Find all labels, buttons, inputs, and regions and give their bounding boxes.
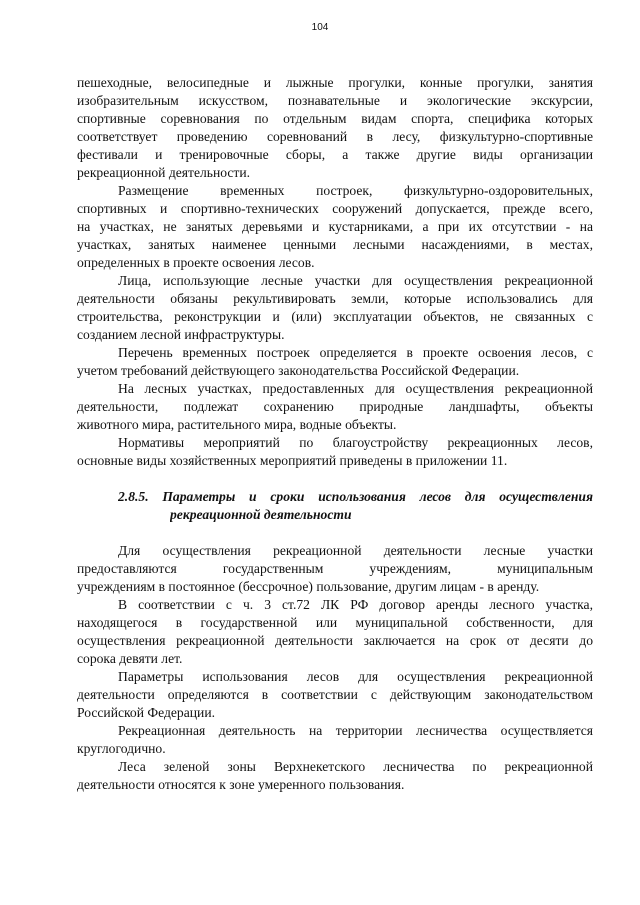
text-line: Леса зеленой зоны Верхнекетского лесничества по рекреационной	[118, 759, 593, 774]
text-line: участках, занятых наименее ценными лесными насаждениями, в местах,	[77, 237, 593, 252]
text-line: Для осуществления рекреационной деятельности лесные участки	[118, 543, 593, 558]
text-line: находящегося в государственной или муниципальной собственности, для	[77, 615, 593, 630]
text-line: соответствует проведению соревнований в лесу, физкультурно-спортивные	[77, 129, 593, 144]
text-line: предоставляются государственным учреждениям, муниципальным	[77, 561, 593, 576]
text-line: пешеходные, велосипедные и лыжные прогулки, конные прогулки, занятия	[77, 75, 593, 90]
text-line: на участках, не занятых деревьями и кустарниками, а при их отсутствии - на	[77, 219, 593, 234]
text-line: фестивали и тренировочные сборы, а также другие виды организации	[77, 147, 593, 162]
section-heading: рекреационной деятельности	[170, 507, 352, 522]
text-line: деятельности относятся к зоне умеренного пользования.	[77, 777, 405, 792]
text-line: рекреационной деятельности.	[77, 165, 251, 180]
text-line: учетом требований действующего законодательства Российской Федерации.	[77, 363, 520, 378]
text-line: изобразительным искусством, познавательные и экологические экскурсии,	[77, 93, 593, 108]
text-line: деятельности, подлежат сохранению природные ландшафты, объекты	[77, 399, 593, 414]
text-line: деятельности определяются в соответствии с действующим законодательством	[77, 687, 593, 702]
text-line: животного мира, растительного мира, водные объекты.	[77, 417, 397, 432]
text-line: осуществления рекреационной деятельности заключается на срок от десяти до	[77, 633, 593, 648]
section-heading: 2.8.5. Параметры и сроки использования лесов для осуществления	[118, 489, 593, 504]
text-line: Рекреационная деятельность на территории лесничества осуществляется	[118, 723, 593, 738]
text-line: Перечень временных построек определяется в проекте освоения лесов, с	[118, 345, 593, 360]
text-line: Российской Федерации.	[77, 705, 215, 720]
text-line: В соответствии с ч. 3 ст.72 ЛК РФ договор аренды лесного участка,	[118, 597, 593, 612]
text-line: Лица, использующие лесные участки для осуществления рекреационной	[118, 273, 593, 288]
text-line: спортивных и спортивно-технических сооружений допускается, прежде всего,	[77, 201, 593, 216]
text-line: спортивные соревнования по отдельным видам спорта, специфика которых	[77, 111, 593, 126]
text-line: созданием лесной инфраструктуры.	[77, 327, 285, 342]
page-number: 104	[311, 22, 329, 33]
text-line: сорока девяти лет.	[77, 651, 183, 666]
text-line: На лесных участках, предоставленных для осуществления рекреационной	[118, 381, 593, 396]
text-line: строительства, реконструкции и (или) эксплуатации объектов, не связанных с	[77, 309, 593, 324]
text-line: основные виды хозяйственных мероприятий приведены в приложении 11.	[77, 453, 508, 468]
text-line: Размещение временных построек, физкультурно-оздоровительных,	[118, 183, 593, 198]
text-line: Нормативы мероприятий по благоустройству рекреационных лесов,	[118, 435, 593, 450]
text-line: круглогодично.	[77, 741, 166, 756]
text-line: Параметры использования лесов для осуществления рекреационной	[118, 669, 593, 684]
text-line: деятельности обязаны рекультивировать земли, которые использовались для	[77, 291, 593, 306]
text-line: определенных в проекте освоения лесов.	[77, 255, 315, 270]
text-line: учреждениям в постоянное (бессрочное) пользование, другим лицам - в аренду.	[77, 579, 540, 594]
